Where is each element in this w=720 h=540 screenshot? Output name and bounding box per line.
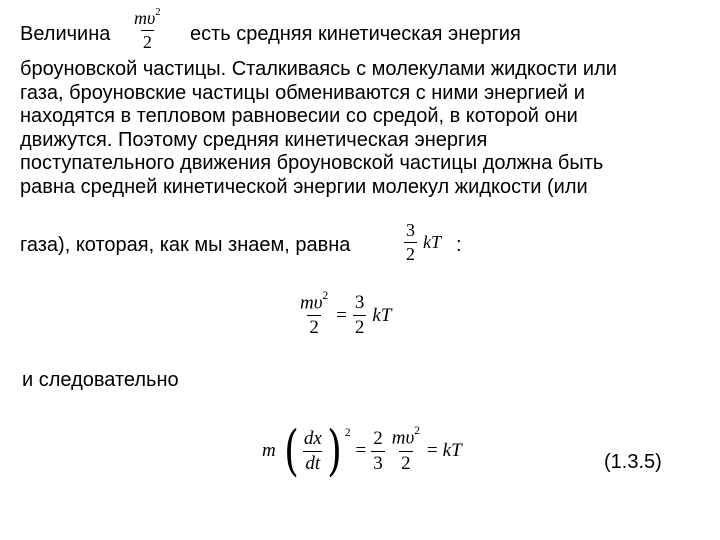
consequently-label: и следовательно [22, 369, 179, 391]
colon: : [456, 234, 462, 256]
velocity-equation: m ( $\frac{dx}{dt}$ ) 2 = $\frac{2}{3}$ $\frac{m\upsilon^2}{2}$ = kT [262, 419, 462, 482]
paragraph-line: находятся в тепловом равновесии со средой, в которой они [20, 105, 578, 127]
kinetic-energy-fraction: $\frac{m\upsilon^2}{2}$ [134, 6, 161, 52]
energy-equation: $\frac{m\upsilon^2}{2}$ = $\frac{3}{2}$ kT [300, 290, 392, 339]
paragraph-line: броуновской частицы. Сталкиваясь с молекулами жидкости или [20, 58, 617, 80]
body-paragraph [20, 58, 710, 199]
thermal-energy-fraction: $\frac{3}{2}$ kT [406, 220, 441, 264]
paragraph-line: движутся. Поэтому средняя кинетическая энергия [20, 128, 488, 151]
intro-label: Величина [20, 23, 111, 45]
paragraph-line: равна средней кинетической энергии молекул жидкости (или [20, 175, 588, 198]
intro-continuation: есть средняя кинетическая энергия [190, 23, 521, 45]
paragraph-line: газа, броуновские частицы обмениваются с ними энергией и [20, 81, 585, 104]
equation-number: (1.3.5) [604, 451, 662, 473]
equals-statement: газа), которая, как мы знаем, равна [20, 234, 351, 256]
paragraph-line: поступательного движения броуновской частицы должна быть [20, 152, 604, 174]
